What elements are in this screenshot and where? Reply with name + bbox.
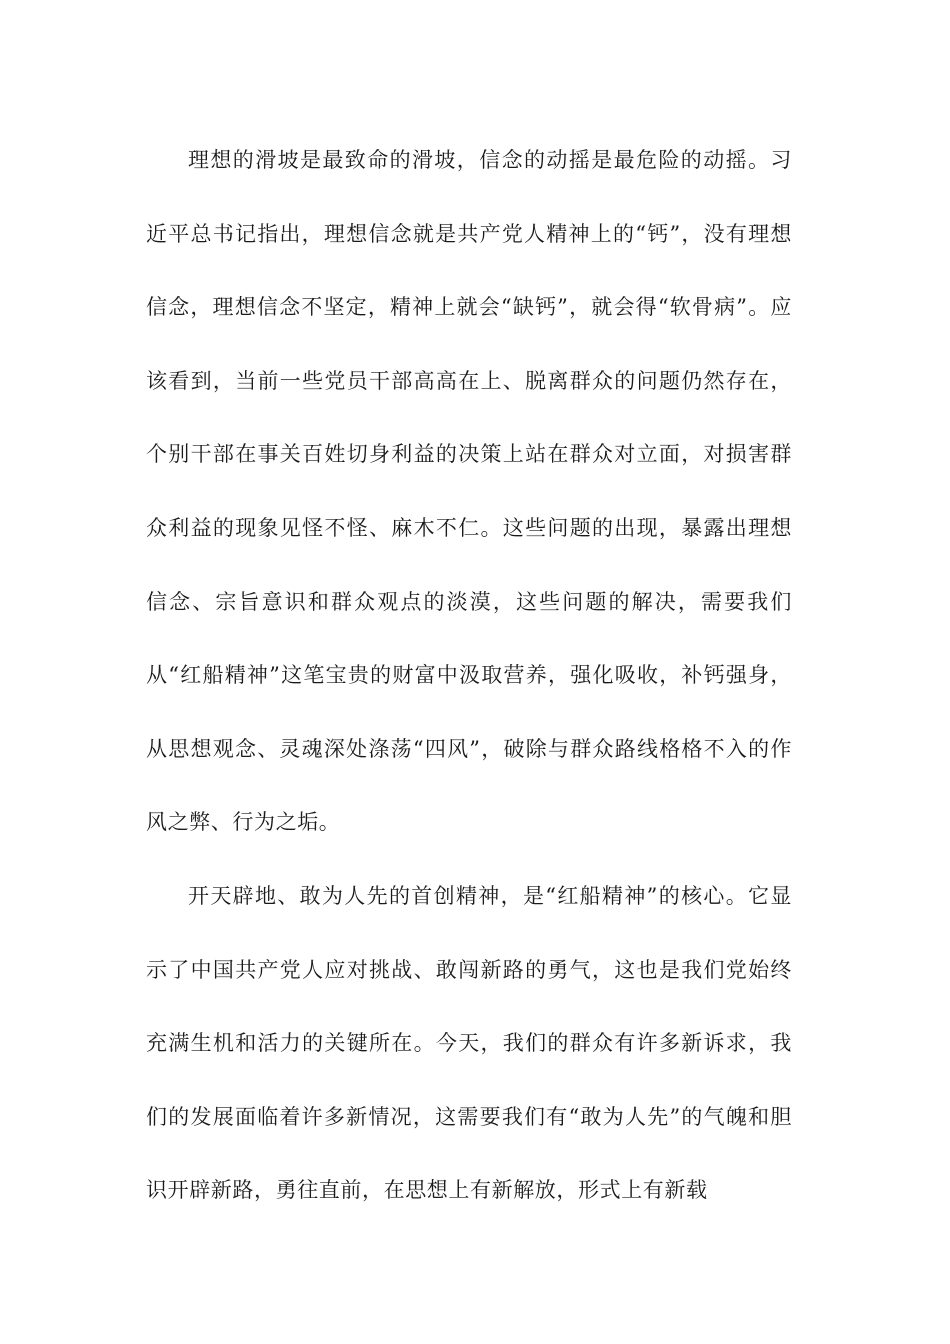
- document-body: [146, 124, 792, 1228]
- paragraph: 开天辟地、敢为人先的首创精神，是“红船精神”的核心。它显示了中国共产党人应对挑战、敢闯新路的勇气，这也是我们党始终充满生机和活力的关键所在。今天，我们的群众有许多新诉求，我们的发展面临着许多新情况，这需要我们有“敢为人先”的气魄和胆识开辟新路，勇往直前，在思想上有新解放，形式上有新载: [146, 883, 792, 1203]
- paragraph: 理想的滑坡是最致命的滑坡，信念的动摇是最危险的动摇。习近平总书记指出，理想信念就是共产党人精神上的“钙”，没有理想信念，理想信念不坚定，精神上就会“缺钙”，就会得“软骨病”。应该看到，当前一些党员干部高高在上、脱离群众的问题仍然存在，个别干部在事关百姓切身利益的决策上站在群众对立面，对损害群众利益的现象见怪不怪、麻木不仁。这些问题的出现，暴露出理想信念、宗旨意识和群众观点的淡漠，这些问题的解决，需要我们从“红船精神”这笔宝贵的财富中汲取营养，强化吸收，补钙强身，从思想观念、灵魂深处涤荡“四风”，破除与群众路线格格不入的作风之弊、行为之垢。: [146, 148, 792, 835]
